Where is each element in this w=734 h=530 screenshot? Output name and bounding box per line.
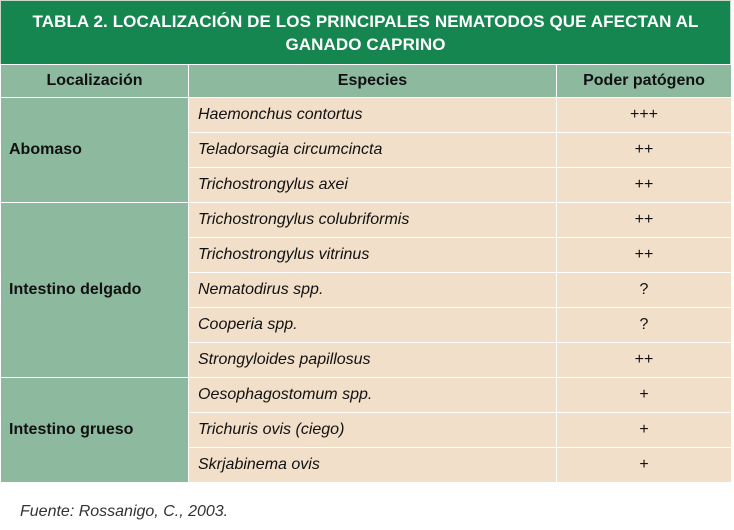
- location-intestino-delgado: Intestino delgado: [1, 203, 189, 378]
- pathogenic-power-cell: +: [557, 413, 732, 448]
- header-row: [1, 65, 732, 98]
- location-intestino-grueso: Intestino grueso: [1, 378, 189, 483]
- pathogenic-power-cell: ++: [557, 343, 732, 378]
- pathogenic-power-cell: ++: [557, 168, 732, 203]
- header-localizacion: Localización: [1, 65, 189, 98]
- table-title: TABLA 2. LOCALIZACIÓN DE LOS PRINCIPALES NEMATODOS QUE AFECTAN AL GANADO CAPRINO: [0, 0, 731, 64]
- pathogenic-power-cell: +: [557, 448, 732, 483]
- species-cell: Skrjabinema ovis: [189, 448, 557, 483]
- species-cell: Trichostrongylus axei: [189, 168, 557, 203]
- species-cell: Teladorsagia circumcincta: [189, 133, 557, 168]
- header-poder-patogeno: Poder patógeno: [557, 65, 732, 98]
- species-cell: Strongyloides papillosus: [189, 343, 557, 378]
- species-cell: Trichuris ovis (ciego): [189, 413, 557, 448]
- table-row: [1, 378, 732, 413]
- pathogenic-power-cell: +: [557, 378, 732, 413]
- species-cell: Haemonchus contortus: [189, 98, 557, 133]
- species-cell: Oesophagostomum spp.: [189, 378, 557, 413]
- source-caption: Fuente: Rossanigo, C., 2003.: [20, 503, 229, 520]
- pathogenic-power-cell: ++: [557, 238, 732, 273]
- pathogenic-power-cell: ++: [557, 133, 732, 168]
- table-row: [1, 98, 732, 133]
- table-row: [1, 203, 732, 238]
- species-cell: Trichostrongylus vitrinus: [189, 238, 557, 273]
- species-cell: Trichostrongylus colubriformis: [189, 203, 557, 238]
- pathogenic-power-cell: ++: [557, 203, 732, 238]
- pathogenic-power-cell: +++: [557, 98, 732, 133]
- pathogenic-power-cell: ?: [557, 273, 732, 308]
- location-abomaso: Abomaso: [1, 98, 189, 203]
- species-cell: Nematodirus spp.: [189, 273, 557, 308]
- nematode-table: [0, 64, 732, 483]
- species-cell: Cooperia spp.: [189, 308, 557, 343]
- header-especies: Especies: [189, 65, 557, 98]
- pathogenic-power-cell: ?: [557, 308, 732, 343]
